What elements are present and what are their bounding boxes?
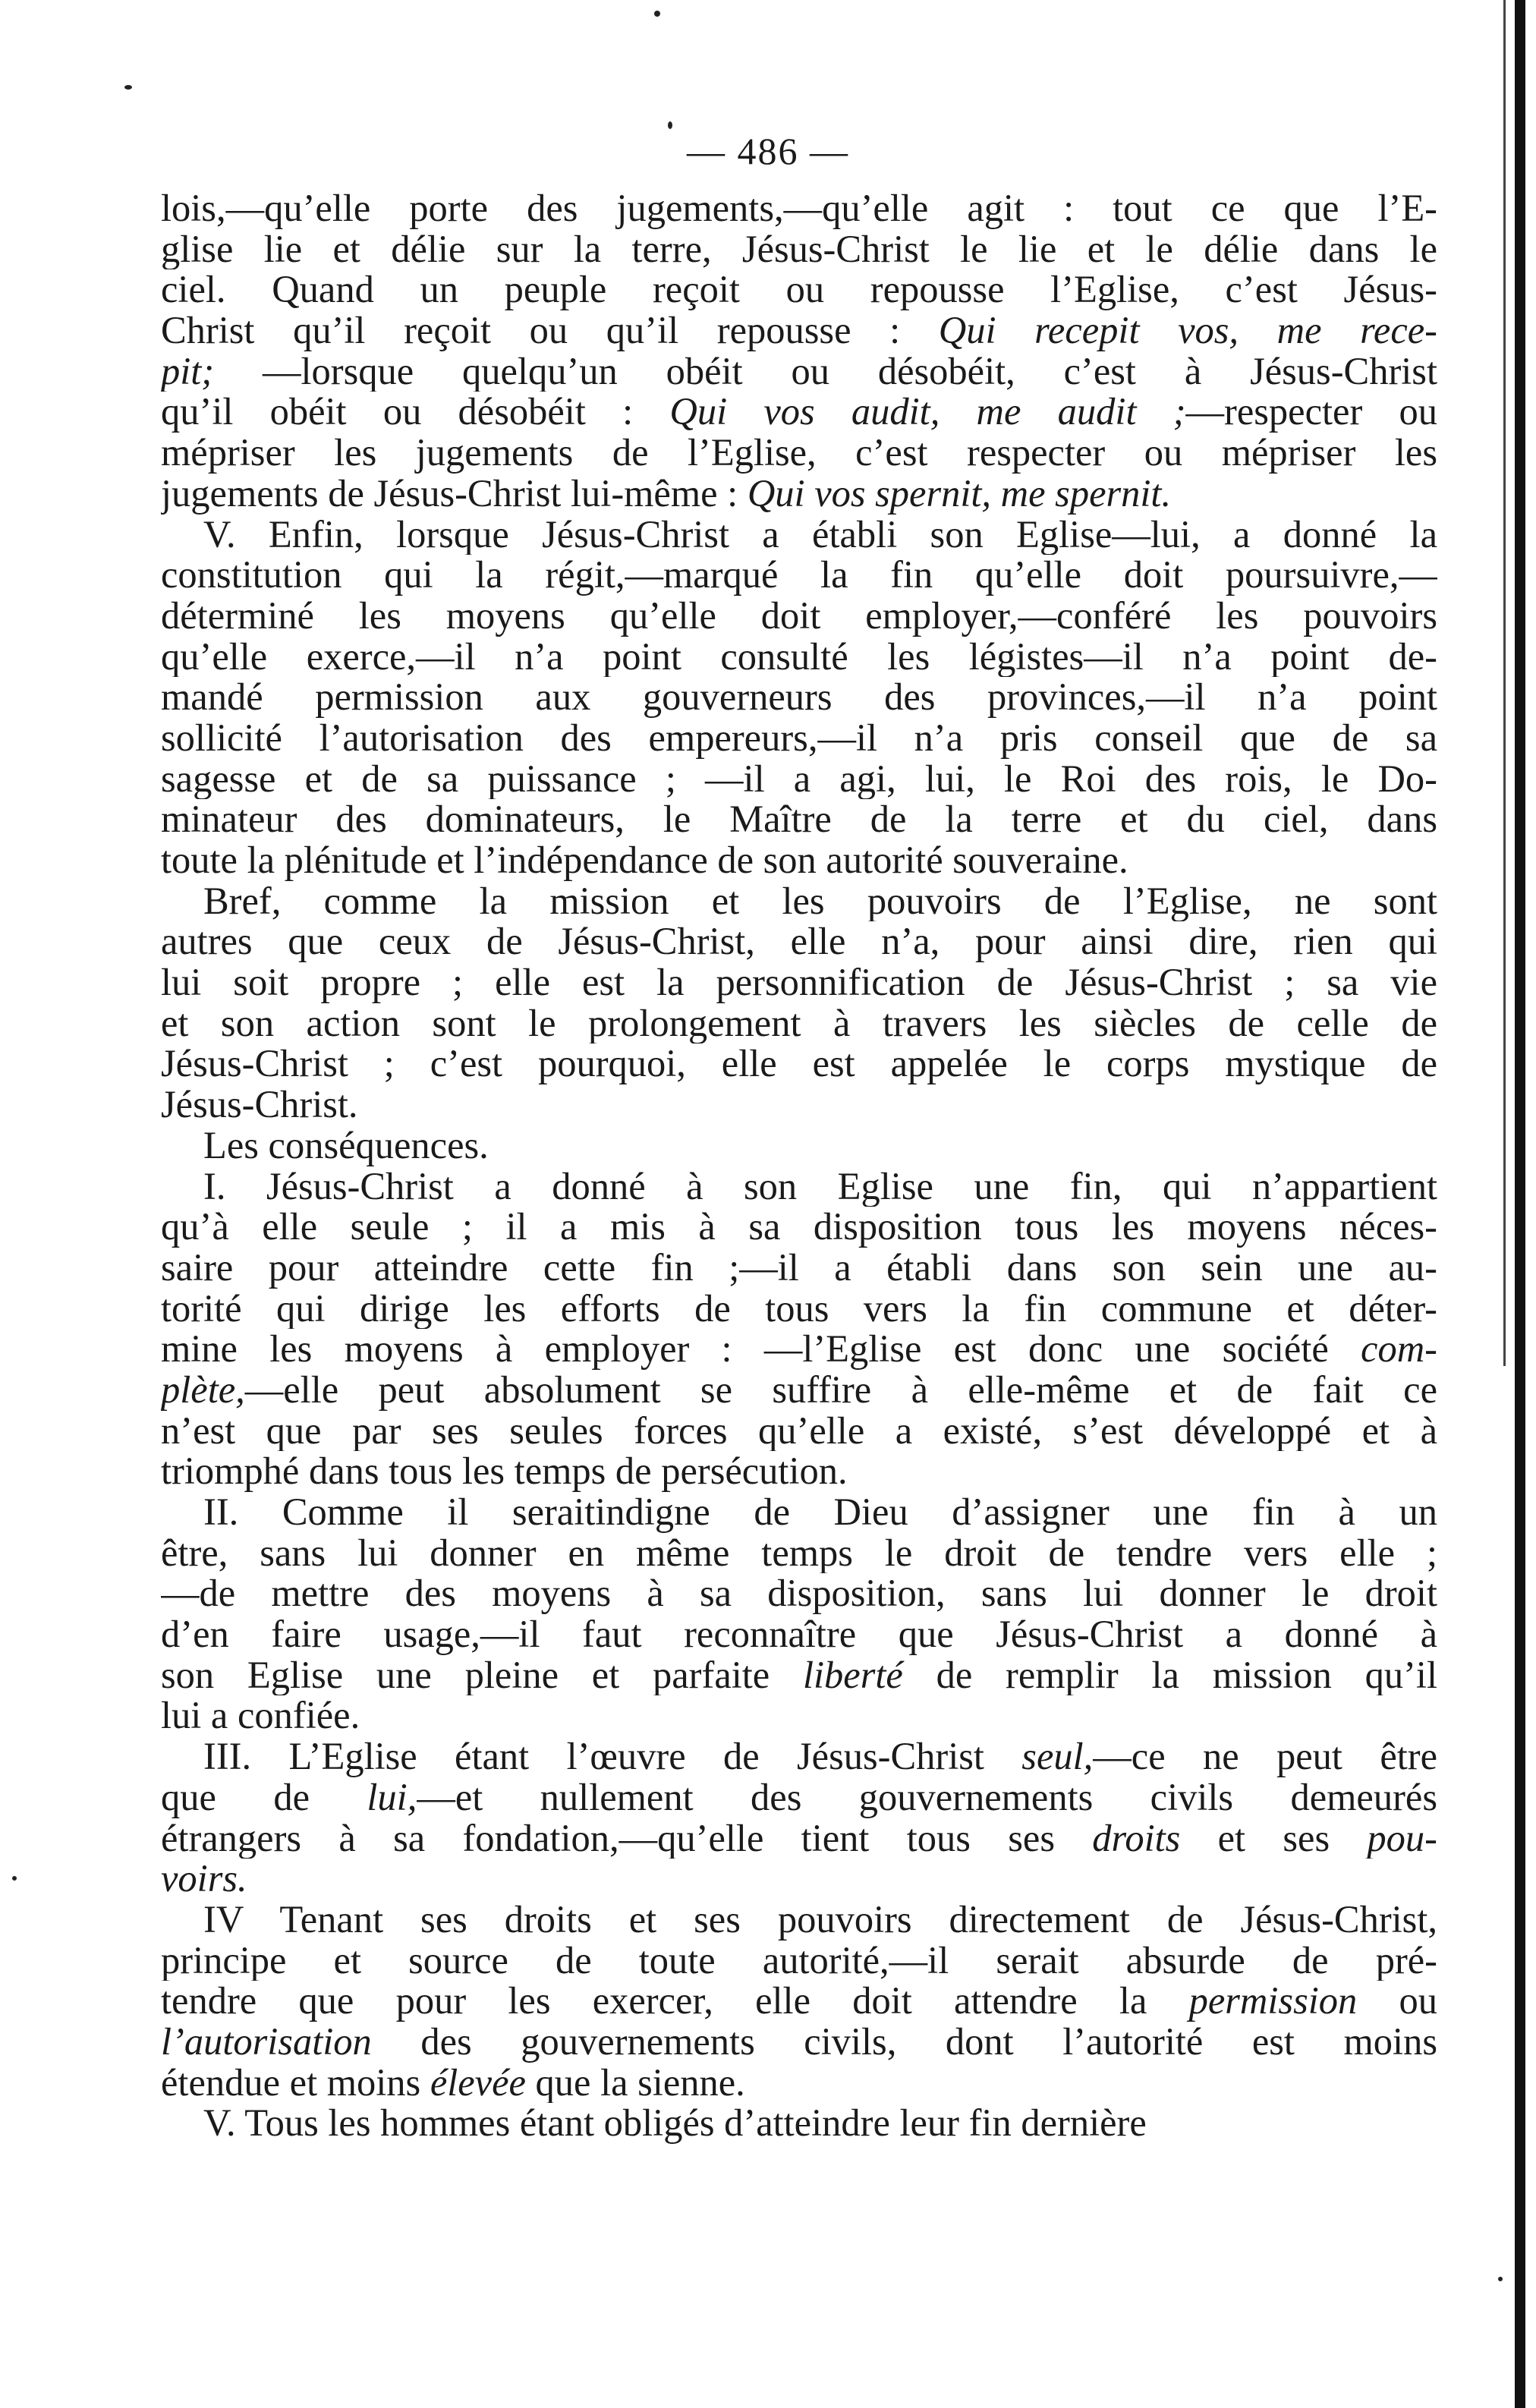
text-line xyxy=(161,1289,1437,1330)
text-line xyxy=(161,1003,1437,1044)
text-segment: sollicité l’autorisation des empereurs,—il n’a pris conseil que de sa xyxy=(161,717,1437,759)
text-line xyxy=(161,515,1437,556)
text-segment: de remplir la mission qu’il xyxy=(902,1654,1437,1696)
text-segment: mépriser les jugements de l’Eglise, c’est respecter ou mépriser les xyxy=(161,433,1437,474)
text-line xyxy=(161,718,1437,759)
text-line xyxy=(161,1248,1437,1289)
text-line xyxy=(161,1941,1437,1981)
text-line xyxy=(161,637,1437,678)
text-segment: minateur des dominateurs, le Maître de la terre et du ciel, dans xyxy=(161,799,1437,840)
text-line xyxy=(161,1166,1437,1207)
text-line xyxy=(161,1695,1437,1736)
text-segment: toute la plénitude et l’indépendance de son autorité souveraine. xyxy=(161,840,1128,881)
italic-text: voirs. xyxy=(161,1859,247,1900)
text-line xyxy=(161,269,1437,310)
text-segment: II. Comme il seraitindigne de Dieu d’assigner une fin à un xyxy=(203,1492,1437,1533)
text-line xyxy=(161,1084,1437,1125)
print-speck xyxy=(124,85,132,90)
text-segment: III. L’Eglise étant l’œuvre de Jésus-Christ xyxy=(203,1736,1022,1777)
text-segment: Jésus-Christ ; c’est pourquoi, elle est appelée le corps mystique de xyxy=(161,1043,1437,1085)
text-line xyxy=(161,677,1437,718)
text-line xyxy=(161,433,1437,474)
text-segment: étrangers à sa fondation,—qu’elle tient tous ses xyxy=(161,1818,1093,1859)
text-line xyxy=(161,555,1437,596)
text-segment: que de xyxy=(161,1777,367,1818)
text-segment: —lorsque quelqu’un obéit ou désobéit, c’est à Jésus-Christ xyxy=(214,351,1437,392)
text-segment: principe et source de toute autorité,—il serait absurde de pré- xyxy=(161,1940,1437,1981)
text-line xyxy=(161,1818,1437,1859)
print-speck xyxy=(1498,2277,1503,2281)
italic-text: com- xyxy=(1361,1329,1437,1370)
text-segment: —et nullement des gouvernements civils demeurés xyxy=(417,1777,1437,1818)
text-line xyxy=(161,1329,1437,1370)
italic-text: seul, xyxy=(1021,1736,1094,1777)
italic-text: lui, xyxy=(367,1777,417,1818)
text-segment: mine les moyens à employer : —l’Eglise est donc une société xyxy=(161,1329,1361,1370)
text-segment: son Eglise une pleine et parfaite xyxy=(161,1654,803,1696)
text-line xyxy=(161,840,1437,881)
text-segment: qu’elle exerce,—il n’a point consulté les légistes—il n’a point de- xyxy=(161,636,1437,678)
text-segment: lui a confiée. xyxy=(161,1695,360,1737)
text-line xyxy=(161,2063,1437,2104)
text-segment: étendue et moins xyxy=(161,2062,430,2104)
text-segment: V. Enfin, lorsque Jésus-Christ a établi son Eglise—lui, a donné la xyxy=(203,514,1437,556)
italic-text: permission xyxy=(1188,1981,1358,2022)
text-line xyxy=(161,1411,1437,1452)
italic-text: pit; xyxy=(161,351,215,392)
text-segment: d’en faire usage,—il faut reconnaître que Jésus-Christ a donné à xyxy=(161,1614,1437,1655)
text-segment: et ses xyxy=(1180,1818,1368,1859)
print-speck xyxy=(654,11,660,17)
text-segment: qu’à elle seule ; il a mis à sa disposition tous les moyens néces- xyxy=(161,1207,1437,1248)
text-line xyxy=(161,1125,1437,1166)
text-segment: être, sans lui donner en même temps le droit de tendre vers elle ; xyxy=(161,1532,1437,1574)
text-line xyxy=(161,1207,1437,1248)
print-speck xyxy=(12,1876,17,1881)
text-segment: IV Tenant ses droits et ses pouvoirs directement de Jésus-Christ, xyxy=(203,1899,1437,1941)
text-line xyxy=(161,881,1437,922)
text-line xyxy=(161,1736,1437,1777)
text-segment: ou xyxy=(1357,1981,1437,2022)
page-edge-rule xyxy=(1515,0,1525,2408)
text-line xyxy=(161,474,1437,515)
text-segment: Bref, comme la mission et les pouvoirs de l’Eglise, ne sont xyxy=(203,880,1437,922)
text-segment: mandé permission aux gouverneurs des provinces,—il n’a point xyxy=(161,677,1437,718)
text-segment: des gouvernements civils, dont l’autorité est moins xyxy=(371,2021,1437,2063)
text-line xyxy=(161,229,1437,270)
text-segment: triomphé dans tous les temps de persécution. xyxy=(161,1451,848,1492)
text-line xyxy=(161,1451,1437,1492)
italic-text: Qui recepit vos, me rece- xyxy=(938,310,1437,351)
text-segment: ciel. Quand un peuple reçoit ou repousse l’Eglise, c’est Jésus- xyxy=(161,269,1437,311)
text-line xyxy=(161,392,1437,433)
text-line xyxy=(161,1859,1437,1900)
text-segment: qu’il obéit ou désobéit : xyxy=(161,392,670,433)
text-segment: I. Jésus-Christ a donné à son Eglise une fin, qui n’appartient xyxy=(203,1166,1437,1207)
text-segment: tendre que pour les exercer, elle doit attendre la xyxy=(161,1981,1189,2022)
text-segment: —ce ne peut être xyxy=(1093,1736,1437,1777)
text-segment: Christ qu’il reçoit ou qu’il repousse : xyxy=(161,310,939,351)
text-line xyxy=(161,310,1437,351)
text-line xyxy=(161,1492,1437,1533)
text-line xyxy=(161,596,1437,637)
text-segment: —elle peut absolument se suffire à elle-même et de fait ce xyxy=(244,1369,1437,1411)
text-line xyxy=(161,2022,1437,2063)
italic-text: plète, xyxy=(161,1369,245,1411)
italic-text: élevée xyxy=(430,2062,526,2104)
text-line xyxy=(161,351,1437,392)
text-line xyxy=(161,188,1437,229)
text-segment: constitution qui la régit,—marqué la fin qu’elle doit poursuivre,— xyxy=(161,555,1437,596)
text-line xyxy=(161,962,1437,1003)
text-line xyxy=(161,921,1437,962)
text-line xyxy=(161,759,1437,800)
italic-text: Qui vos spernit, me spernit. xyxy=(747,473,1172,515)
body-text xyxy=(161,188,1437,2144)
text-segment: glise lie et délie sur la terre, Jésus-Christ le lie et le délie dans le xyxy=(161,228,1437,270)
text-line xyxy=(161,1614,1437,1655)
text-line xyxy=(161,1533,1437,1574)
text-segment: n’est que par ses seules forces qu’elle a existé, s’est développé et à xyxy=(161,1410,1437,1452)
text-segment: —de mettre des moyens à sa disposition, sans lui donner le droit xyxy=(161,1573,1437,1615)
text-segment: Les conséquences. xyxy=(203,1125,489,1166)
text-segment: sagesse et de sa puissance ; —il a agi, lui, le Roi des rois, le Do- xyxy=(161,758,1437,800)
text-segment: et son action sont le prolongement à travers les siècles de celle de xyxy=(161,1003,1437,1044)
text-segment: lui soit propre ; elle est la personnification de Jésus-Christ ; sa vie xyxy=(161,962,1437,1003)
text-segment: déterminé les moyens qu’elle doit employer,—conféré les pouvoirs xyxy=(161,595,1437,637)
text-segment: autres que ceux de Jésus-Christ, elle n’a, pour ainsi dire, rien qui xyxy=(161,921,1437,963)
italic-text: l’autorisation xyxy=(161,2021,372,2063)
page-edge-line xyxy=(1503,0,1506,1366)
page-number: — 486 — xyxy=(687,130,849,172)
text-line xyxy=(161,1043,1437,1084)
text-segment: jugements de Jésus-Christ lui-même : xyxy=(161,473,748,515)
text-segment: lois,—qu’elle porte des jugements,—qu’elle agit : tout ce que l’E- xyxy=(161,188,1437,229)
text-line xyxy=(161,2103,1437,2144)
text-segment: —respecter ou xyxy=(1185,392,1437,433)
text-segment: saire pour atteindre cette fin ;—il a établi dans son sein une au- xyxy=(161,1247,1437,1289)
text-line xyxy=(161,799,1437,840)
text-line xyxy=(161,1370,1437,1411)
italic-text: droits xyxy=(1092,1818,1181,1859)
italic-text: liberté xyxy=(803,1654,903,1696)
text-line xyxy=(161,1573,1437,1614)
text-line xyxy=(161,1981,1437,2022)
print-speck xyxy=(668,121,672,129)
text-line xyxy=(161,1655,1437,1696)
italic-text: pou- xyxy=(1367,1818,1437,1859)
text-segment: torité qui dirige les efforts de tous vers la fin commune et déter- xyxy=(161,1288,1437,1330)
text-segment: V. Tous les hommes étant obligés d’atteindre leur fin dernière xyxy=(203,2103,1147,2144)
text-segment: Jésus-Christ. xyxy=(161,1084,358,1125)
italic-text: Qui vos audit, me audit ; xyxy=(669,392,1186,433)
text-segment: que la sienne. xyxy=(525,2062,745,2104)
text-line xyxy=(161,1777,1437,1818)
text-line xyxy=(161,1900,1437,1941)
